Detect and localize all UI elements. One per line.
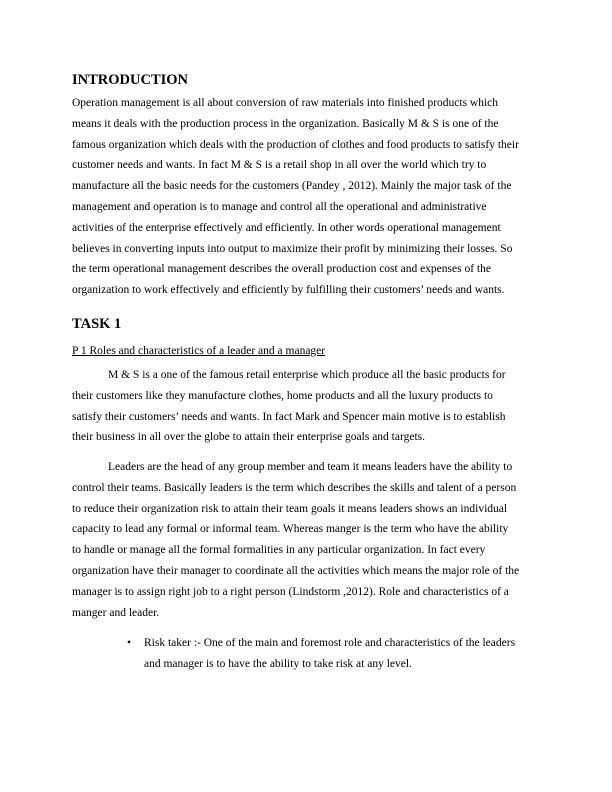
introduction-paragraph (72, 93, 542, 301)
text-line: famous organization which deals with the production of clothes and food products to satisfy their (72, 138, 519, 151)
text-line: customer needs and wants. In fact M & S is a retail shop in all over the world which try to (72, 159, 487, 172)
text-line: management and operation is to manage and control all the operational and administrative (72, 200, 487, 213)
text-line: activities of the enterprise effectively and efficiently. In other words operational management (72, 221, 501, 234)
text-line: manger and leader. (72, 606, 160, 619)
introduction-heading: INTRODUCTION (72, 72, 189, 88)
text-line: and manager is to have the ability to take risk at any level. (144, 657, 412, 670)
bullet-marker: • (127, 637, 132, 649)
text-line: to handle or manage all the formal formalities in any particular organization. In fact every (72, 544, 486, 557)
text-line: their business in all over the globe to attain their enterprise goals and targets. (72, 431, 425, 444)
text-line: believes in converting inputs into output to maximize their profit by minimizing their losses. So (72, 242, 513, 255)
text-line: organization have their manager to coordinate all the activities which means the major role of the (72, 564, 520, 577)
text-line: satisfy their customers’ needs and wants. In fact Mark and Spencer main motive is to establish (72, 410, 506, 423)
text-line: M & S is a one of the famous retail enterprise which produce all the basic products for (108, 369, 506, 381)
task1-paragraph-1 (72, 365, 542, 448)
text-line: the term operational management describes the overall production cost and expenses of the (72, 263, 491, 276)
text-line: control their teams. Basically leaders is the term which describes the skills and talent of a person (72, 481, 517, 494)
task1-heading: TASK 1 (72, 316, 122, 332)
text-line: manager is to assign right job to a right person (Lindstorm ,2012). Role and characteristics of a (72, 585, 509, 598)
task1-subheading: P 1 Roles and characteristics of a leader and a manager (72, 345, 326, 357)
text-line: Operation management is all about conversion of raw materials into finished products which (72, 97, 499, 109)
text-line: Risk taker :- One of the main and foremost role and characteristics of the leaders (144, 637, 516, 649)
text-line: capacity to lead any formal or informal team. Whereas manger is the term who have the ability (72, 523, 509, 536)
text-line: means it deals with the production process in the organization. Basically M & S is one of the (72, 117, 499, 130)
bullet-item-risk-taker (144, 633, 515, 675)
text-line: Leaders are the head of any group member and team it means leaders have the ability to (108, 461, 513, 473)
text-line: their customers like they manufacture clothes, home products and all the luxury products to (72, 389, 493, 402)
text-line: organization to work effectively and efficiently by fulfilling their customers’ needs and wants. (72, 284, 505, 297)
text-line: to reduce their organization risk to attain their team goals it means leaders shows an individual (72, 502, 508, 515)
text-line: manufacture all the basic needs for the customers (Pandey , 2012). Mainly the major task of the (72, 180, 512, 193)
task1-paragraph-2 (72, 457, 542, 623)
